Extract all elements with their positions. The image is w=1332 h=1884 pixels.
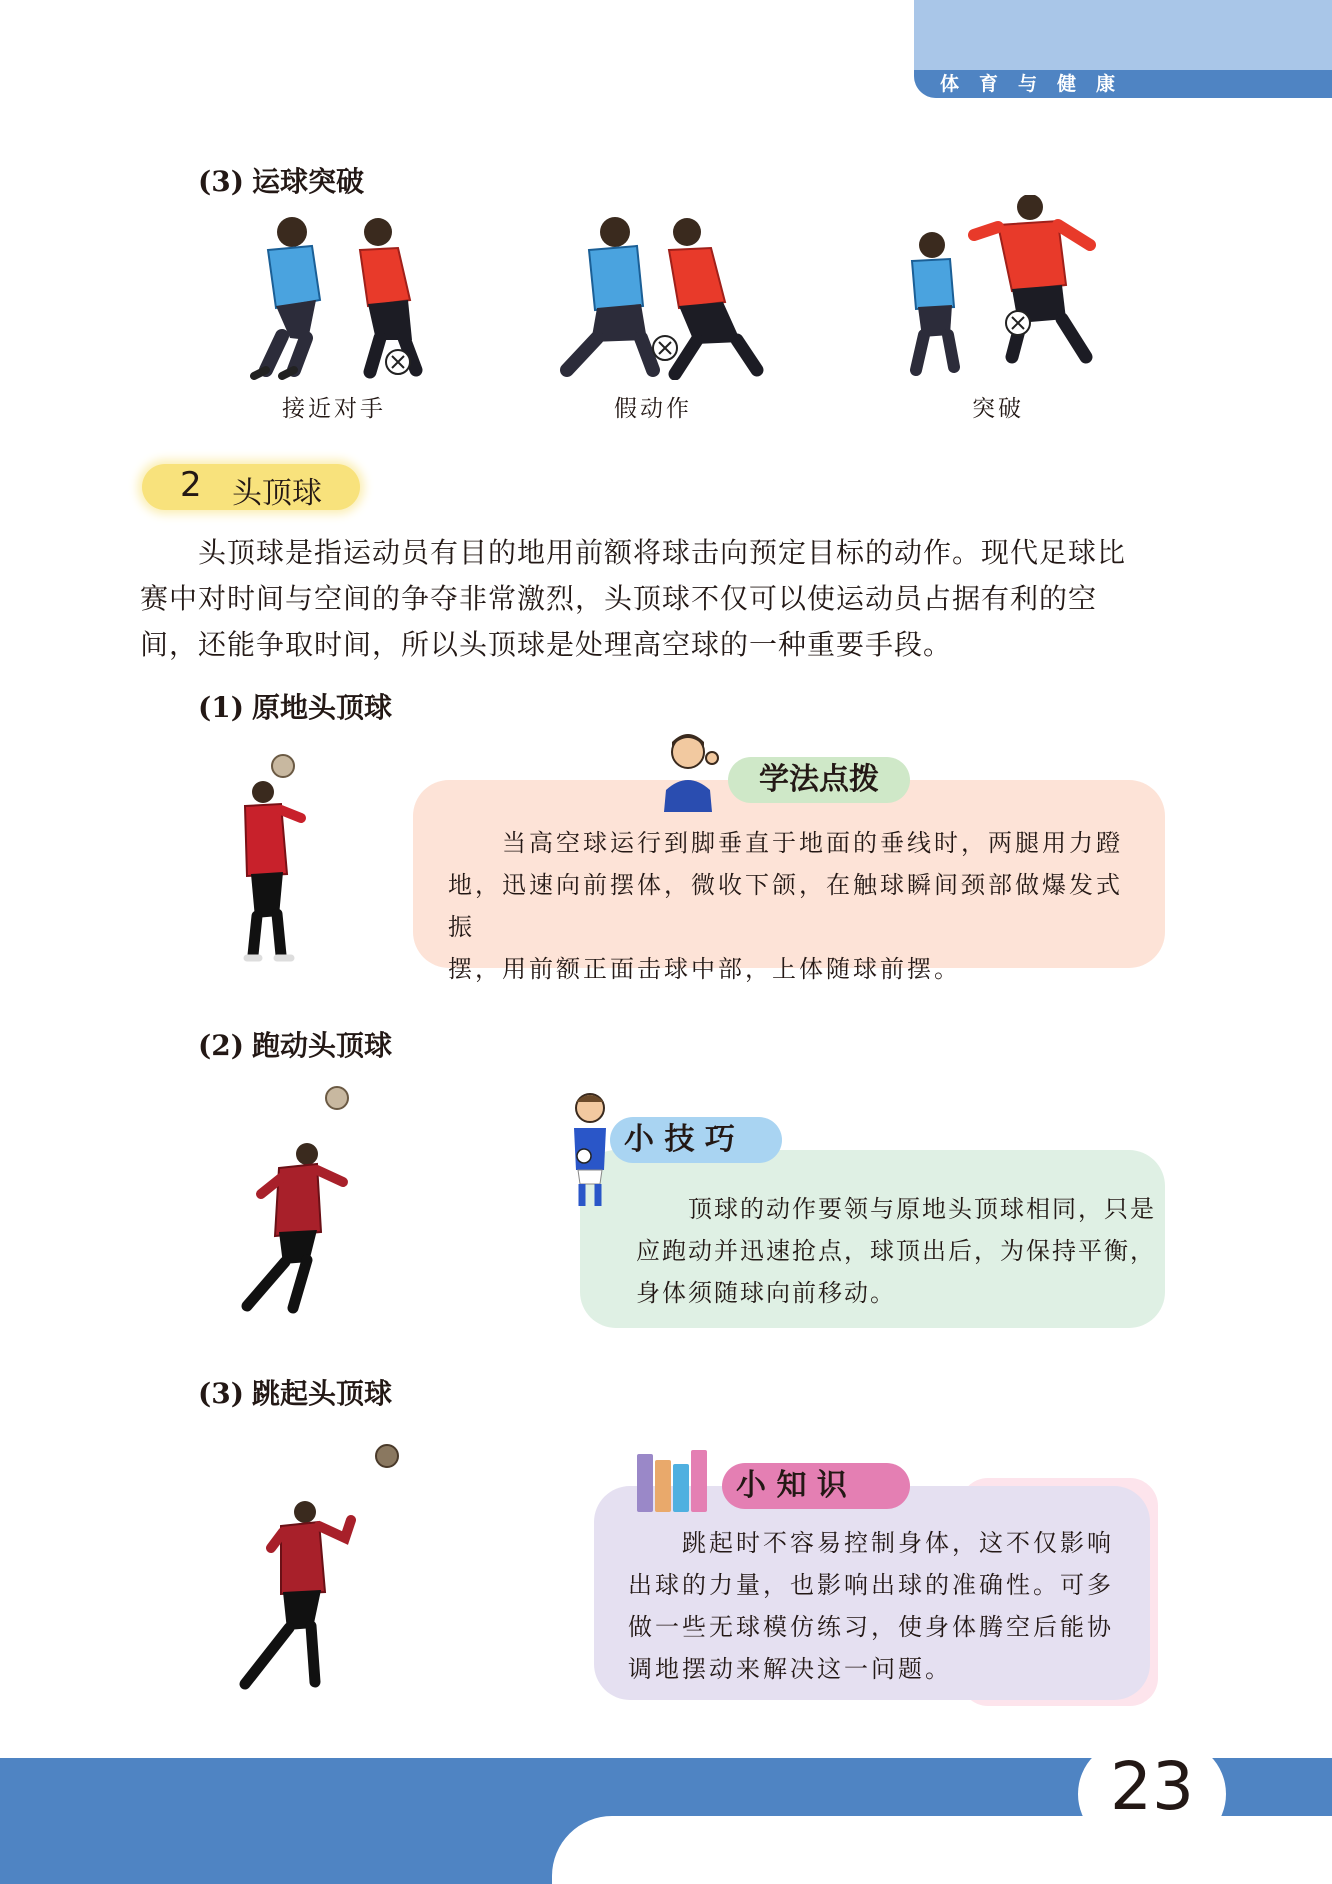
- running-title: 体育与健康: [914, 70, 1332, 98]
- heading-text: 跑动头顶球: [251, 1029, 392, 1062]
- tip-line: 当高空球运行到脚垂直于地面的垂线时，两腿用力蹬: [448, 829, 1123, 857]
- heading-number: (3): [198, 1377, 244, 1410]
- tip-line: 摆，用前额正面击球中部，上体随球前摆。: [448, 955, 961, 983]
- tip-line: 顶球的动作要领与原地头顶球相同，只是: [636, 1195, 1156, 1223]
- section-tab: [142, 464, 360, 510]
- tip-line: 做一些无球模仿练习，使身体腾空后能协: [628, 1613, 1114, 1641]
- boy-mascot-icon: [660, 730, 720, 812]
- tip-line: 出球的力量，也影响出球的准确性。可多: [628, 1571, 1114, 1599]
- heading-number: (1): [198, 691, 244, 724]
- intro-paragraph: [140, 530, 1180, 668]
- caption-approach: 接近对手: [282, 396, 386, 422]
- jumping-header-heading: [198, 1372, 392, 1412]
- running-header-illustration: [225, 1082, 355, 1322]
- paragraph-line: 间，还能争取时间，所以头顶球是处理高空球的一种重要手段。: [140, 628, 953, 661]
- approach-opponent-illustration: [220, 210, 450, 380]
- tip-line: 调地摆动来解决这一问题。: [628, 1655, 952, 1683]
- standing-header-illustration: [225, 750, 325, 970]
- caption-feint: 假动作: [614, 396, 692, 422]
- tip-title-small-trick: 小 技 巧: [610, 1117, 782, 1163]
- standing-header-heading: [198, 686, 392, 726]
- dribble-heading: [198, 160, 364, 200]
- heading-text: 原地头顶球: [251, 691, 392, 724]
- tip-line: 身体须随球向前移动。: [636, 1279, 896, 1307]
- books-icon: [635, 1442, 721, 1512]
- running-header-heading: [198, 1024, 392, 1064]
- tip-title-study-method: 学法点拨: [728, 757, 910, 803]
- tip-line: 应跑动并迅速抢点，球顶出后，为保持平衡，: [636, 1237, 1156, 1265]
- section-title: 头顶球: [232, 476, 322, 511]
- tip-title-small-knowledge: 小 知 识: [722, 1463, 910, 1509]
- page-number: 23: [1110, 1748, 1194, 1825]
- tip-line: 地，迅速向前摆体，微收下颌，在触球瞬间颈部做爆发式振: [448, 871, 1123, 941]
- section-number: 2: [180, 465, 202, 505]
- boy-soccer-mascot-icon: [564, 1088, 614, 1214]
- tip-text-small-trick: [636, 1188, 1156, 1314]
- caption-break-through: 突破: [972, 396, 1024, 422]
- tip-text-small-knowledge: [628, 1522, 1148, 1690]
- heading-text: 跳起头顶球: [251, 1377, 392, 1410]
- paragraph-line: 赛中对时间与空间的争夺非常激烈，头顶球不仅可以使运动员占据有利的空: [140, 582, 1098, 615]
- tip-text-study-method: [448, 822, 1148, 990]
- break-through-illustration: [890, 195, 1110, 380]
- heading-number: (2): [198, 1029, 244, 1062]
- feint-illustration: [545, 210, 775, 380]
- paragraph-line: 头顶球是指运动员有目的地用前额将球击向预定目标的动作。现代足球比: [140, 536, 1127, 569]
- tip-line: 跳起时不容易控制身体，这不仅影响: [628, 1529, 1114, 1557]
- heading-text: 运球突破: [251, 165, 364, 198]
- heading-number: (3): [198, 165, 244, 198]
- jumping-header-illustration: [235, 1432, 405, 1712]
